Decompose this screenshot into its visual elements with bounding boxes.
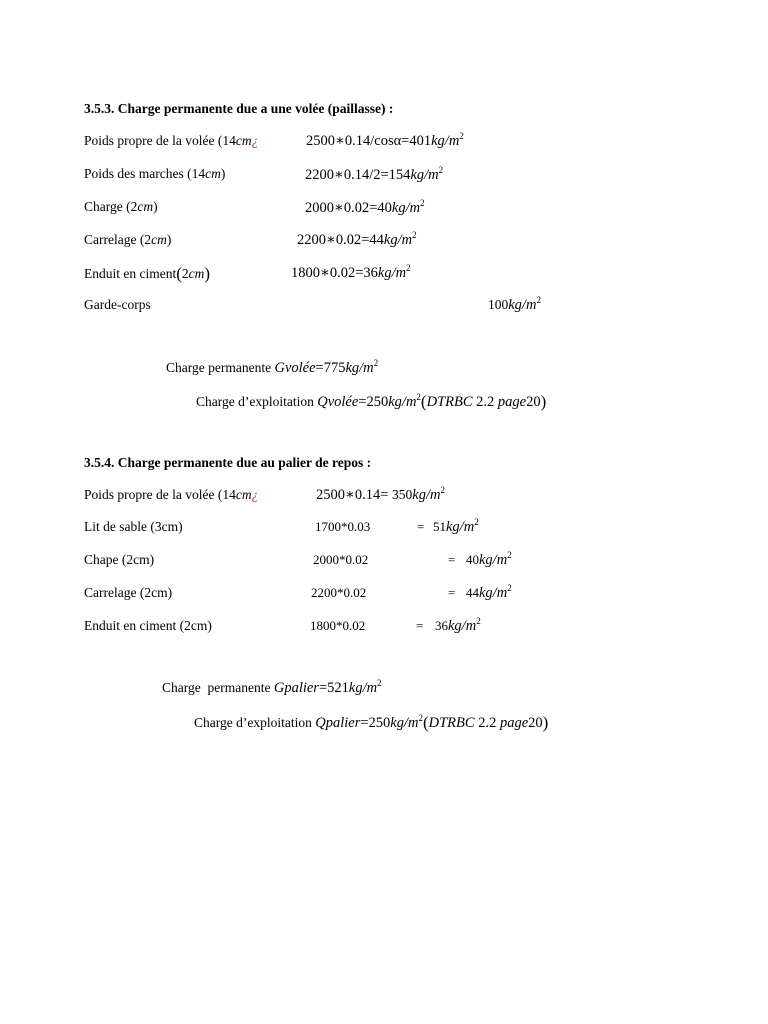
formula-palier-carrelage-calc: 2200*0.02 <box>311 585 367 600</box>
summary-q-palier: Charge d’exploitation $Qpalier=250kg/m^2(DTRBC$ 2.2 page20) <box>194 713 549 732</box>
formula-carrelage: $2200∗0.02=44kg/m^2$ <box>297 230 417 248</box>
row-label-palier-poids-propre: Poids propre de la volée (14cm¿ <box>84 487 259 502</box>
formula-chape-calc: 2000*0.02 <box>313 552 369 567</box>
formula-poids-marches: $2200∗0.14/2=154kg/m^2$ <box>305 165 444 183</box>
row-label-carrelage: Carrelage (2cm) <box>84 232 172 247</box>
formula-palier-enduit-result: $36kg/m^2$ <box>435 616 481 634</box>
formula-poids-propre-volee: $2500∗0.14/\cos\alpha=401kg/m^2$ <box>306 131 464 149</box>
formula-lit-sable-eq: = <box>417 519 425 534</box>
summary-g-volee: Charge permanente $Gvolée=775kg/m^2$ <box>166 358 379 376</box>
row-label-charge: Charge (2cm) <box>84 199 158 214</box>
row-label-garde-corps: Garde-corps <box>84 297 151 312</box>
summary-q-volee: Charge d’exploitation $Qvolée=250kg/m^2(DTRBC$ 2.2 page20) <box>196 392 547 411</box>
formula-palier-poids-propre: 2500∗0.14= $350kg/m^2$ <box>316 485 445 503</box>
formula-palier-carrelage-result: $44kg/m^2$ <box>466 583 512 601</box>
formula-lit-sable-result: $51kg/m^2$ <box>433 517 479 535</box>
row-label-chape: Chape (2cm) <box>84 552 155 567</box>
row-label-lit-sable: Lit de sable (3cm) <box>84 519 183 534</box>
formula-enduit-ciment: $1800∗0.02=36kg/m^2$ <box>291 263 411 281</box>
formula-palier-enduit-eq: = <box>416 618 424 633</box>
row-label-poids-propre-volee: Poids propre de la volée (14cm¿ <box>84 133 259 148</box>
row-label-enduit-ciment: Enduit en ciment(2cm) <box>84 264 211 283</box>
section-353-heading: 3.5.3. Charge permanente due a une volée (paillasse) : <box>84 101 394 116</box>
formula-chape-result: $40kg/m^2$ <box>466 550 512 568</box>
row-label-palier-carrelage: Carrelage (2cm) <box>84 585 173 600</box>
formula-charge: $2000∗0.02=40kg/m^2$ <box>305 198 425 216</box>
formula-chape-eq: = <box>448 552 456 567</box>
formula-palier-enduit-calc: 1800*0.02 <box>310 618 366 633</box>
section-354-heading: 3.5.4. Charge permanente due au palier de repos : <box>84 455 372 470</box>
summary-g-palier: Charge permanente $Gpalier=521kg/m^2$ <box>162 678 382 696</box>
formula-palier-carrelage-eq: = <box>448 585 456 600</box>
row-label-poids-marches: Poids des marches (14cm) <box>84 166 226 181</box>
formula-lit-sable-calc: 1700*0.03 <box>315 519 371 534</box>
row-label-palier-enduit: Enduit en ciment (2cm) <box>84 618 212 633</box>
formula-garde-corps: $100kg/m^2$ <box>488 295 541 313</box>
